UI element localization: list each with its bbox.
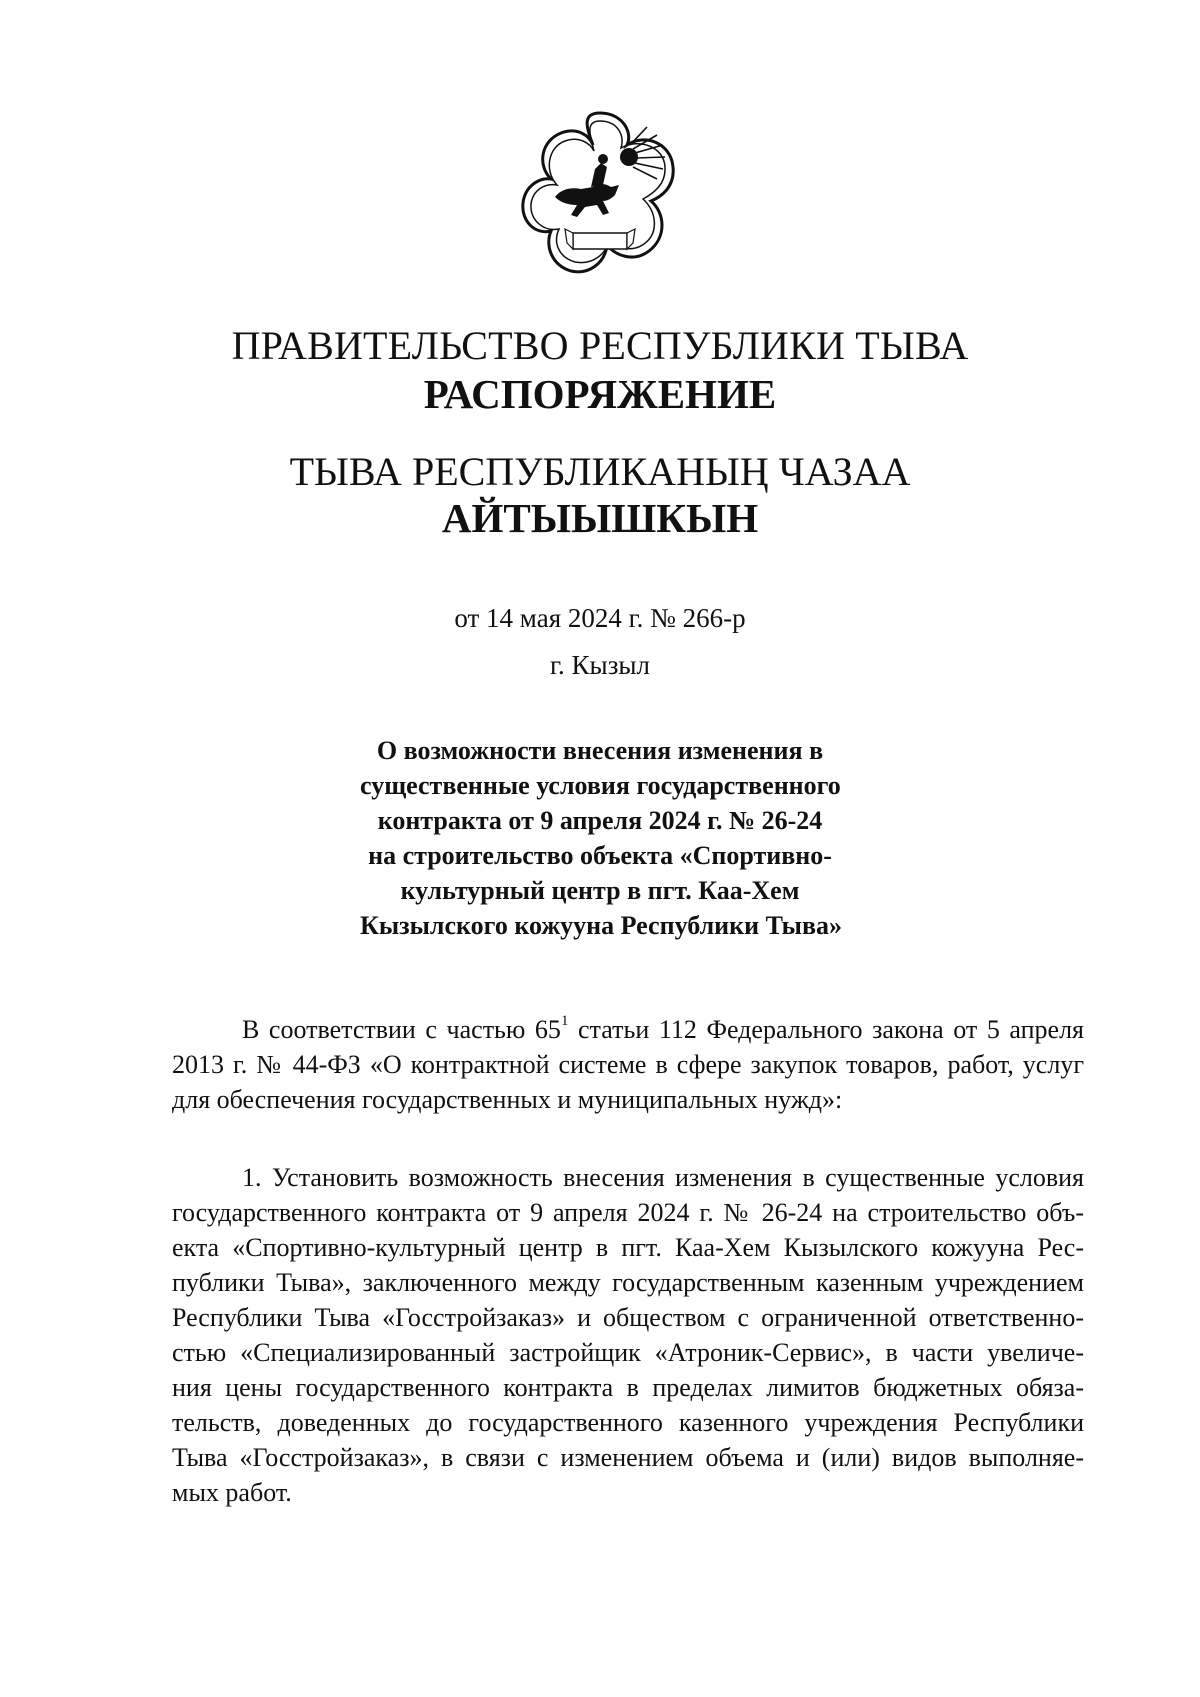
item-line: публики Тыва», заключенного между государственным казенным учреждением <box>172 1268 1084 1297</box>
item-line: мых работ. <box>172 1478 292 1507</box>
document-city: г. Кызыл <box>550 650 650 680</box>
subject-line: контракта от 9 апреля 2024 г. № 26-24 <box>377 806 823 835</box>
subject-line: О возможности внесения изменения в <box>376 736 824 765</box>
item-1-paragraph <box>172 1160 1084 1510</box>
document-subject <box>360 733 840 943</box>
preamble-line: для обеспечения государственных и муниципальных нужд»: <box>172 1085 843 1114</box>
document-type-tv: АЙТЫЫШКЫН <box>441 495 759 541</box>
item-line: Республики Тыва «Госстройзаказ» и обществом с ограниченной ответственно- <box>172 1303 1084 1332</box>
subject-line: Кызылского кожууна Республики Тыва» <box>360 911 842 940</box>
republic-emblem-icon <box>515 105 685 280</box>
subject-line: на строительство объекта «Спортивно- <box>368 841 832 870</box>
preamble-line: В соответствии с частью $65^1$ статьи 112 Федерального закона от 5 апреля <box>242 1013 1084 1044</box>
government-title-ru: ПРАВИТЕЛЬСТВО РЕСПУБЛИКИ ТЫВА <box>231 323 969 368</box>
item-line: тельств, доведенных до государственного казенного учреждения Республики <box>172 1408 1084 1437</box>
superscript: 1 <box>560 1013 569 1029</box>
document-type-ru: РАСПОРЯЖЕНИЕ <box>423 371 777 417</box>
item-line: государственного контракта от 9 апреля 2024 г. № 26-24 на строительство объ- <box>172 1198 1084 1227</box>
preamble-paragraph <box>172 1012 1084 1117</box>
item-line: стью «Специализированный застройщик «Атроник-Сервис», в части увеличе- <box>172 1338 1084 1367</box>
subject-line: культурный центр в пгт. Каа-Хем <box>400 876 800 905</box>
item-line: 1. Установить возможность внесения изменения в существенные условия <box>242 1163 1084 1192</box>
item-line: екта «Спортивно-культурный центр в пгт. Каа-Хем Кызылского кожууна Рес- <box>172 1233 1084 1262</box>
preamble-line: 2013 г. № 44-ФЗ «О контрактной системе в сфере закупок товаров, работ, услуг <box>172 1050 1084 1079</box>
government-title-tv: ТЫВА РЕСПУБЛИКАНЫҢ ЧАЗАА <box>289 449 911 494</box>
document-date-number: от 14 мая 2024 г. № 266-р <box>454 603 746 633</box>
subject-line: существенные условия государственного <box>360 771 841 800</box>
item-line: Тыва «Госстройзаказ», в связи с изменением объема и (или) видов выполняе- <box>172 1443 1084 1472</box>
item-line: ния цены государственного контракта в пределах лимитов бюджетных обяза- <box>172 1373 1084 1402</box>
